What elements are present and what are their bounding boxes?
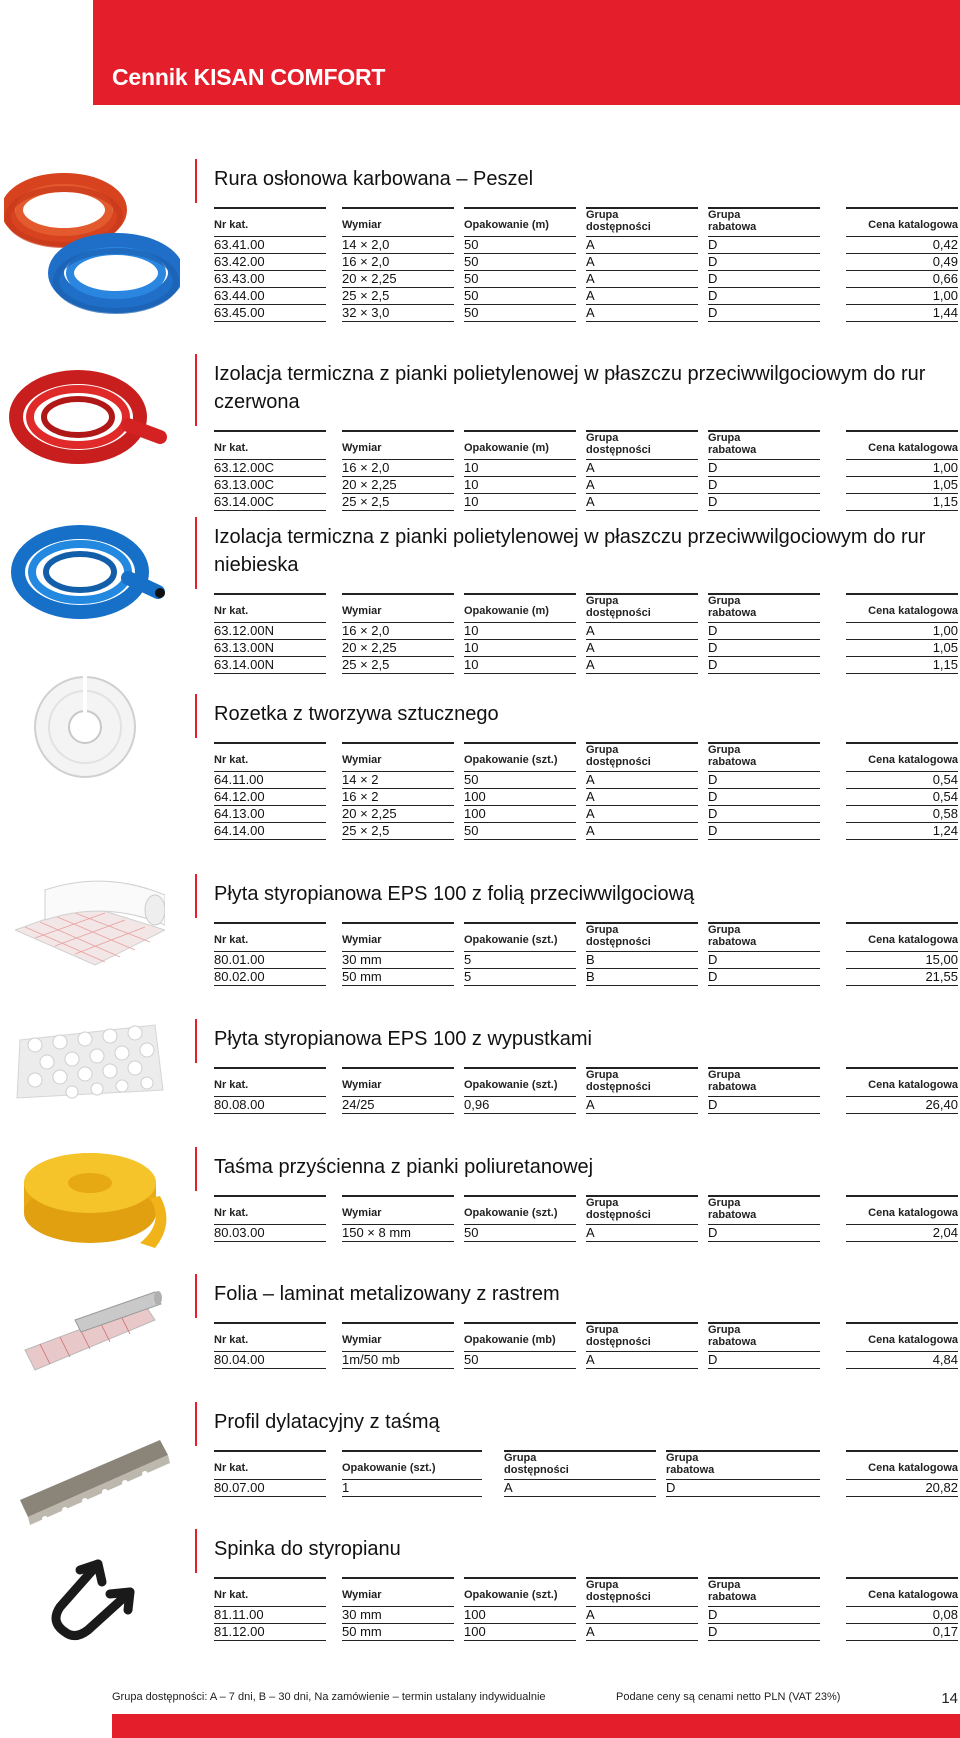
table-cell: D <box>708 254 820 271</box>
table-cell: 81.12.00 <box>214 1624 326 1641</box>
column-header: Opakowanie (m) <box>464 605 549 617</box>
column-header: Grupa rabatowa <box>666 1452 715 1476</box>
table-cell: 20 × 2,25 <box>342 477 454 494</box>
table-cell: A <box>586 237 698 254</box>
table-cell: 25 × 2,5 <box>342 288 454 305</box>
table-cell: 0,96 <box>464 1097 576 1114</box>
column-header: Nr kat. <box>214 1589 249 1601</box>
table-cell: 10 <box>464 623 576 640</box>
section-accent-bar <box>195 354 197 426</box>
table-cell: 10 <box>464 460 576 477</box>
column-header: Grupa rabatowa <box>708 1579 757 1603</box>
table-row <box>214 823 958 840</box>
table-cell: D <box>708 494 820 511</box>
column-header: Grupa dostępności <box>586 924 651 948</box>
table-header <box>214 430 958 460</box>
table-header <box>214 593 958 623</box>
table-cell: 150 × 8 mm <box>342 1225 454 1242</box>
column-header: Wymiar <box>342 1589 382 1601</box>
table-cell: 1,05 <box>846 640 958 657</box>
table-cell: D <box>708 1352 820 1369</box>
column-header: Opakowanie (szt.) <box>464 934 558 946</box>
column-header: Wymiar <box>342 754 382 766</box>
table-cell: 16 × 2,0 <box>342 254 454 271</box>
table-cell: D <box>708 288 820 305</box>
section-title: Folia – laminat metalizowany z rastrem <box>214 1283 560 1305</box>
price-table <box>214 742 958 840</box>
table-cell: 26,40 <box>846 1097 958 1114</box>
table-row <box>214 657 958 674</box>
table-header <box>214 1322 958 1352</box>
table-cell: 14 × 2,0 <box>342 237 454 254</box>
product-section <box>0 1535 960 1645</box>
section-title: Taśma przyścienna z pianki poliuretanowej <box>214 1156 594 1178</box>
table-cell: 63.45.00 <box>214 305 326 322</box>
table-cell: 100 <box>464 1624 576 1641</box>
table-cell: 50 <box>464 1225 576 1242</box>
table-cell: D <box>708 1097 820 1114</box>
table-cell: 0,54 <box>846 772 958 789</box>
table-cell: 50 <box>464 271 576 288</box>
price-table <box>214 430 958 511</box>
table-cell: 1m/50 mb <box>342 1352 454 1369</box>
price-table <box>214 1322 958 1369</box>
product-section <box>0 165 960 326</box>
table-cell: 63.14.00N <box>214 657 326 674</box>
table-row <box>214 1624 958 1641</box>
table-cell: 4,84 <box>846 1352 958 1369</box>
table-cell: 14 × 2 <box>342 772 454 789</box>
table-cell: 16 × 2,0 <box>342 623 454 640</box>
table-cell: D <box>708 1607 820 1624</box>
table-cell: 80.07.00 <box>214 1480 326 1497</box>
table-row <box>214 640 958 657</box>
table-cell: 50 <box>464 288 576 305</box>
table-row <box>214 1480 958 1497</box>
table-cell: 21,55 <box>846 969 958 986</box>
table-row <box>214 305 958 322</box>
page-number: 14 <box>941 1690 958 1707</box>
table-cell: 80.04.00 <box>214 1352 326 1369</box>
column-header: Wymiar <box>342 934 382 946</box>
column-header: Opakowanie (m) <box>464 219 549 231</box>
product-section <box>0 1280 960 1373</box>
table-cell: 63.41.00 <box>214 237 326 254</box>
table-cell: A <box>586 271 698 288</box>
price-table <box>214 593 958 674</box>
table-row <box>214 494 958 511</box>
table-cell: B <box>586 952 698 969</box>
section-title: Izolacja termiczna z pianki polietylenowej w płaszczu przeciwwilgociowym do rur niebieska <box>214 526 926 576</box>
column-header: Grupa dostępności <box>586 1324 651 1348</box>
table-cell: D <box>708 789 820 806</box>
column-header: Grupa dostępności <box>586 595 651 619</box>
column-header: Wymiar <box>342 1079 382 1091</box>
table-cell: 5 <box>464 969 576 986</box>
table-cell: A <box>586 806 698 823</box>
table-cell: A <box>586 657 698 674</box>
table-cell: D <box>708 806 820 823</box>
table-cell: 32 × 3,0 <box>342 305 454 322</box>
table-cell: 0,58 <box>846 806 958 823</box>
table-cell: A <box>586 789 698 806</box>
table-cell: D <box>708 477 820 494</box>
table-cell: 0,17 <box>846 1624 958 1641</box>
table-cell: 15,00 <box>846 952 958 969</box>
table-cell: 64.11.00 <box>214 772 326 789</box>
table-cell: A <box>586 288 698 305</box>
table-cell: D <box>708 1225 820 1242</box>
table-cell: 0,49 <box>846 254 958 271</box>
column-header: Nr kat. <box>214 605 249 617</box>
table-cell: 30 mm <box>342 952 454 969</box>
table-cell: 0,42 <box>846 237 958 254</box>
price-table <box>214 1067 958 1114</box>
price-table <box>214 1577 958 1641</box>
section-accent-bar <box>195 517 197 589</box>
table-row <box>214 806 958 823</box>
table-row <box>214 772 958 789</box>
table-cell: 20 × 2,25 <box>342 640 454 657</box>
column-header: Cena katalogowa <box>868 605 958 617</box>
table-cell: 63.14.00C <box>214 494 326 511</box>
product-section <box>0 360 960 515</box>
table-cell: 25 × 2,5 <box>342 494 454 511</box>
table-cell: D <box>708 305 820 322</box>
table-cell: D <box>708 772 820 789</box>
table-header <box>214 742 958 772</box>
table-row <box>214 460 958 477</box>
table-cell: A <box>586 640 698 657</box>
table-cell: B <box>586 969 698 986</box>
table-cell: 80.03.00 <box>214 1225 326 1242</box>
table-cell: 80.08.00 <box>214 1097 326 1114</box>
table-cell: 24/25 <box>342 1097 454 1114</box>
table-cell: D <box>708 823 820 840</box>
column-header: Nr kat. <box>214 1462 249 1474</box>
price-note: Podane ceny są cenami netto PLN (VAT 23%) <box>616 1691 841 1703</box>
table-cell: 100 <box>464 789 576 806</box>
table-row <box>214 1097 958 1114</box>
table-cell: 25 × 2,5 <box>342 823 454 840</box>
table-cell: A <box>586 1624 698 1641</box>
table-cell: 1,00 <box>846 460 958 477</box>
table-cell: 0,08 <box>846 1607 958 1624</box>
table-cell: 50 <box>464 823 576 840</box>
table-cell: A <box>586 623 698 640</box>
section-title: Rozetka z tworzywa sztucznego <box>214 703 499 725</box>
column-header: Cena katalogowa <box>868 1207 958 1219</box>
table-cell: D <box>708 640 820 657</box>
table-row <box>214 623 958 640</box>
column-header: Opakowanie (szt.) <box>464 1079 558 1091</box>
column-header: Nr kat. <box>214 1334 249 1346</box>
column-header: Opakowanie (szt.) <box>464 1589 558 1601</box>
column-header: Grupa dostępności <box>586 1579 651 1603</box>
section-accent-bar <box>195 159 197 203</box>
table-cell: A <box>586 1607 698 1624</box>
column-header: Grupa dostępności <box>586 209 651 233</box>
section-title: Profil dylatacyjny z taśmą <box>214 1411 440 1433</box>
table-cell: D <box>708 952 820 969</box>
table-row <box>214 237 958 254</box>
column-header: Grupa rabatowa <box>708 1069 757 1093</box>
table-cell: 20 × 2,25 <box>342 806 454 823</box>
table-cell: D <box>708 969 820 986</box>
column-header: Wymiar <box>342 1334 382 1346</box>
table-cell: 1,00 <box>846 288 958 305</box>
column-header: Wymiar <box>342 219 382 231</box>
column-header: Wymiar <box>342 442 382 454</box>
table-cell: D <box>708 460 820 477</box>
table-cell: 1,05 <box>846 477 958 494</box>
column-header: Cena katalogowa <box>868 1079 958 1091</box>
section-accent-bar <box>195 1274 197 1318</box>
column-header: Grupa rabatowa <box>708 1324 757 1348</box>
section-title: Płyta styropianowa EPS 100 z folią przeciwwilgociową <box>214 883 695 905</box>
table-cell: 63.42.00 <box>214 254 326 271</box>
column-header: Nr kat. <box>214 754 249 766</box>
page-title: Cennik KISAN COMFORT <box>112 64 386 90</box>
table-cell: A <box>586 477 698 494</box>
section-title: Płyta styropianowa EPS 100 z wypustkami <box>214 1028 592 1050</box>
table-cell: 10 <box>464 494 576 511</box>
table-cell: 1 <box>342 1480 482 1497</box>
table-cell: 0,66 <box>846 271 958 288</box>
price-table <box>214 1195 958 1242</box>
column-header: Nr kat. <box>214 219 249 231</box>
section-accent-bar <box>195 1147 197 1191</box>
section-accent-bar <box>195 1402 197 1446</box>
table-row <box>214 477 958 494</box>
column-header: Nr kat. <box>214 1207 249 1219</box>
column-header: Nr kat. <box>214 442 249 454</box>
table-cell: A <box>586 254 698 271</box>
column-header: Cena katalogowa <box>868 219 958 231</box>
section-title: Spinka do styropianu <box>214 1538 401 1560</box>
table-cell: 64.13.00 <box>214 806 326 823</box>
column-header: Wymiar <box>342 1207 382 1219</box>
table-header <box>214 1195 958 1225</box>
table-cell: 1,15 <box>846 657 958 674</box>
table-cell: A <box>586 494 698 511</box>
table-row <box>214 271 958 288</box>
column-header: Opakowanie (szt.) <box>342 1462 436 1474</box>
column-header: Grupa rabatowa <box>708 432 757 456</box>
footer-band <box>112 1714 960 1738</box>
price-table <box>214 207 958 322</box>
table-cell: A <box>504 1480 656 1497</box>
table-cell: 64.12.00 <box>214 789 326 806</box>
table-cell: 100 <box>464 1607 576 1624</box>
table-cell: 1,44 <box>846 305 958 322</box>
table-cell: 50 <box>464 237 576 254</box>
table-cell: 10 <box>464 477 576 494</box>
table-cell: 63.12.00C <box>214 460 326 477</box>
table-cell: 63.13.00C <box>214 477 326 494</box>
column-header: Nr kat. <box>214 934 249 946</box>
table-header <box>214 922 958 952</box>
header-band <box>93 0 960 105</box>
table-cell: D <box>708 623 820 640</box>
table-row <box>214 952 958 969</box>
table-cell: 64.14.00 <box>214 823 326 840</box>
column-header: Cena katalogowa <box>868 754 958 766</box>
table-cell: 50 <box>464 772 576 789</box>
table-cell: 50 mm <box>342 1624 454 1641</box>
table-cell: 10 <box>464 640 576 657</box>
column-header: Grupa dostępności <box>586 1069 651 1093</box>
product-section <box>0 1153 960 1246</box>
column-header: Grupa dostępności <box>586 432 651 456</box>
column-header: Grupa rabatowa <box>708 595 757 619</box>
table-cell: A <box>586 1097 698 1114</box>
table-cell: A <box>586 1352 698 1369</box>
table-row <box>214 254 958 271</box>
column-header: Cena katalogowa <box>868 934 958 946</box>
table-cell: 20,82 <box>846 1480 958 1497</box>
table-cell: 30 mm <box>342 1607 454 1624</box>
column-header: Cena katalogowa <box>868 1589 958 1601</box>
product-section <box>0 1025 960 1118</box>
table-row <box>214 789 958 806</box>
section-accent-bar <box>195 1529 197 1573</box>
table-cell: 1,00 <box>846 623 958 640</box>
table-cell: 63.13.00N <box>214 640 326 657</box>
column-header: Cena katalogowa <box>868 442 958 454</box>
table-row <box>214 969 958 986</box>
table-cell: 1,24 <box>846 823 958 840</box>
table-cell: 50 <box>464 1352 576 1369</box>
price-table <box>214 922 958 986</box>
table-header <box>214 1450 958 1480</box>
table-cell: D <box>708 237 820 254</box>
column-header: Grupa rabatowa <box>708 924 757 948</box>
table-cell: A <box>586 1225 698 1242</box>
product-section <box>0 700 960 844</box>
table-cell: 25 × 2,5 <box>342 657 454 674</box>
table-cell: D <box>708 657 820 674</box>
column-header: Grupa dostępności <box>586 1197 651 1221</box>
section-title: Rura osłonowa karbowana – Peszel <box>214 168 534 190</box>
column-header: Grupa dostępności <box>586 744 651 768</box>
table-cell: A <box>586 305 698 322</box>
table-cell: 63.44.00 <box>214 288 326 305</box>
column-header: Cena katalogowa <box>868 1334 958 1346</box>
table-row <box>214 288 958 305</box>
section-accent-bar <box>195 1019 197 1063</box>
table-cell: 1,15 <box>846 494 958 511</box>
table-row <box>214 1352 958 1369</box>
table-cell: 81.11.00 <box>214 1607 326 1624</box>
table-header <box>214 1577 958 1607</box>
product-section <box>0 880 960 990</box>
table-cell: 100 <box>464 806 576 823</box>
table-cell: 63.43.00 <box>214 271 326 288</box>
column-header: Opakowanie (szt.) <box>464 754 558 766</box>
product-section <box>0 523 960 678</box>
table-cell: 5 <box>464 952 576 969</box>
table-cell: 16 × 2,0 <box>342 460 454 477</box>
table-cell: 2,04 <box>846 1225 958 1242</box>
table-cell: 0,54 <box>846 789 958 806</box>
table-header <box>214 1067 958 1097</box>
table-cell: 80.02.00 <box>214 969 326 986</box>
product-section <box>0 1408 960 1501</box>
table-cell: 10 <box>464 657 576 674</box>
table-cell: 50 mm <box>342 969 454 986</box>
table-cell: 80.01.00 <box>214 952 326 969</box>
availability-note: Grupa dostępności: A – 7 dni, B – 30 dni, Na zamówienie – termin ustalany indywidualnie <box>112 1691 546 1703</box>
table-cell: A <box>586 823 698 840</box>
table-cell: D <box>708 1624 820 1641</box>
column-header: Grupa rabatowa <box>708 1197 757 1221</box>
table-cell: 16 × 2 <box>342 789 454 806</box>
column-header: Opakowanie (m) <box>464 442 549 454</box>
column-header: Grupa dostępności <box>504 1452 569 1476</box>
table-cell: 63.12.00N <box>214 623 326 640</box>
table-cell: 20 × 2,25 <box>342 271 454 288</box>
table-cell: D <box>708 271 820 288</box>
price-table <box>214 1450 958 1497</box>
column-header: Opakowanie (szt.) <box>464 1207 558 1219</box>
column-header: Wymiar <box>342 605 382 617</box>
column-header: Grupa rabatowa <box>708 209 757 233</box>
table-header <box>214 207 958 237</box>
table-row <box>214 1607 958 1624</box>
section-accent-bar <box>195 694 197 738</box>
column-header: Opakowanie (mb) <box>464 1334 556 1346</box>
table-cell: D <box>666 1480 820 1497</box>
table-cell: 50 <box>464 254 576 271</box>
table-cell: 50 <box>464 305 576 322</box>
column-header: Cena katalogowa <box>868 1462 958 1474</box>
section-title: Izolacja termiczna z pianki polietylenowej w płaszczu przeciwwilgociowym do rur czerwona <box>214 363 926 413</box>
table-row <box>214 1225 958 1242</box>
table-cell: A <box>586 772 698 789</box>
section-accent-bar <box>195 874 197 918</box>
column-header: Grupa rabatowa <box>708 744 757 768</box>
column-header: Nr kat. <box>214 1079 249 1091</box>
table-cell: A <box>586 460 698 477</box>
